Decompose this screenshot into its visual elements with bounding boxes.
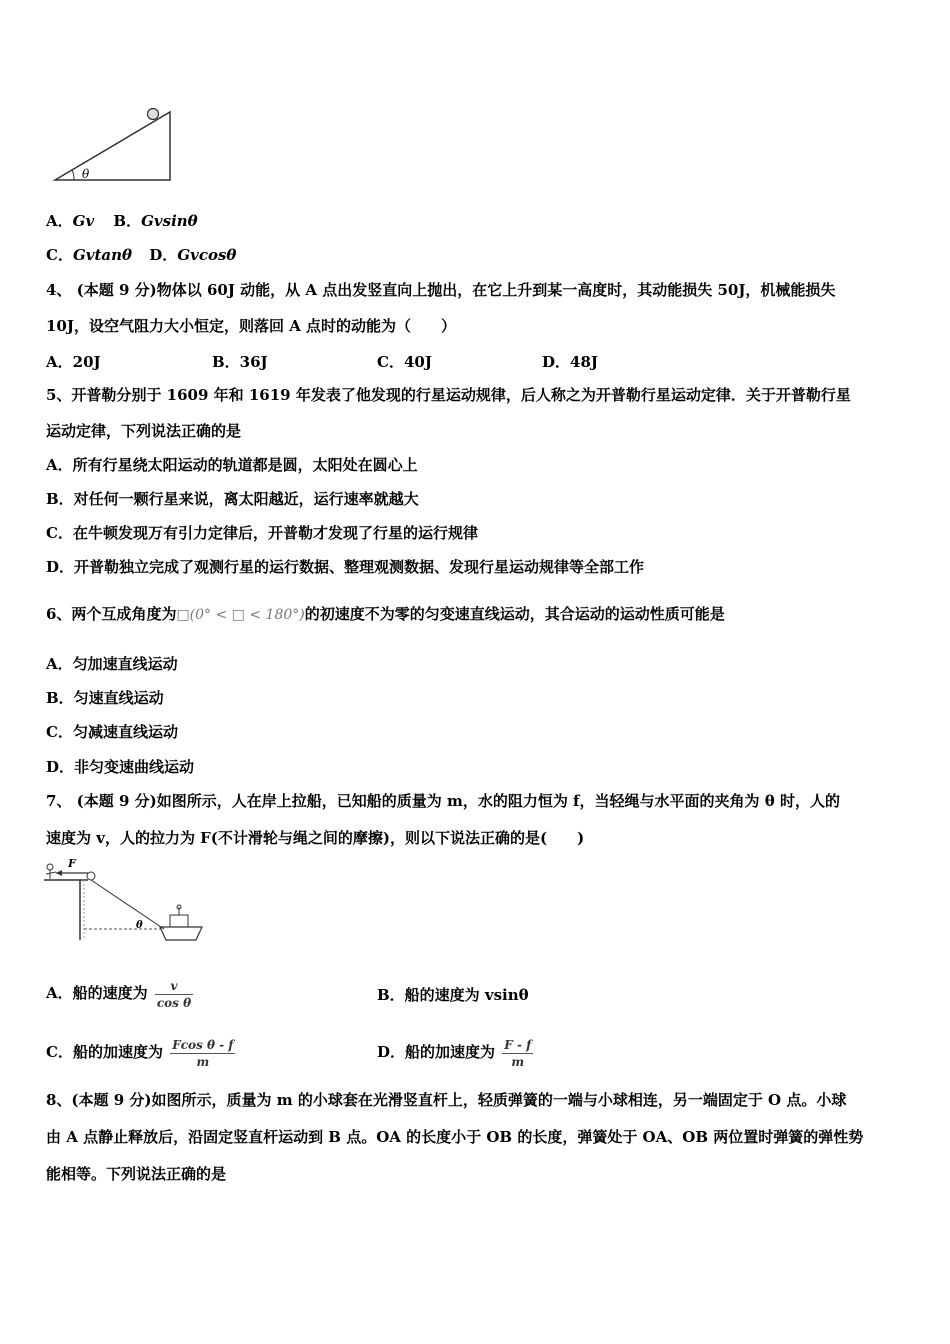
q4-option-c: C．40J bbox=[377, 353, 432, 371]
rope bbox=[91, 880, 164, 929]
q6-option-a: A．匀加速直线运动 bbox=[46, 655, 178, 673]
q4-option-b: B．36J bbox=[212, 353, 268, 371]
q7-option-a-fraction: $\frac{v}{\text{cos θ}}$ bbox=[156, 978, 192, 1010]
q5-option-c: C．在牛顿发现万有引力定律后，开普勒才发现了行星的运行规律 bbox=[46, 524, 478, 542]
q8-stem-line2: 由 A 点静止释放后，沿固定竖直杆运动到 B 点。OA 的长度小于 OB 的长度，弹簧处于 OA、OB 两位置时弹簧的弹性势 bbox=[46, 1128, 864, 1146]
angle-label: θ bbox=[136, 920, 143, 931]
q4-option-d: D．48J bbox=[542, 353, 598, 371]
q8-stem-line1: 8、(本题 9 分)如图所示，质量为 m 的小球套在光滑竖直杆上，轻质弹簧的一端与小球相连，另一端固定于 O 点。小球 bbox=[46, 1091, 847, 1109]
q5-stem-line1: 5、开普勒分别于 1609 年和 1619 年发表了他发现的行星运动规律，后人称之为开普勒行星运动定律．关于开普勒行星 bbox=[46, 386, 851, 404]
q7-option-c-fraction: $\frac{\text{Fcos θ - f}}{m}$ bbox=[172, 1037, 234, 1069]
q3-options-row1: A．Gv B．Gvsinθ bbox=[46, 212, 198, 230]
boat-hull bbox=[160, 927, 202, 940]
q7-stem-line2: 速度为 v，人的拉力为 F(不计滑轮与绳之间的摩擦)，则以下说法正确的是( ) bbox=[46, 829, 585, 847]
q4-stem-line2: 10J，设空气阻力大小恒定，则落回 A 点时的动能为（ ） bbox=[46, 317, 457, 335]
q5-option-b: B．对任何一颗行星来说，离太阳越近，运行速率就越大 bbox=[46, 490, 419, 508]
q8-stem-line3: 能相等。下列说法正确的是 bbox=[46, 1165, 227, 1183]
q4-stem-line1: 4、 (本题 9 分)物体以 60J 动能，从 A 点出发竖直向上抛出，在它上升到某一高度时，其动能损失 50J，机械能损失 bbox=[46, 281, 836, 299]
pulley bbox=[87, 872, 95, 880]
ball bbox=[148, 109, 159, 120]
incline-figure bbox=[50, 105, 180, 185]
q6-option-b: B．匀速直线运动 bbox=[46, 689, 164, 707]
q7-option-d-fraction: $\frac{F - f}{m}$ bbox=[504, 1037, 532, 1069]
q6-option-d: D．非匀变速曲线运动 bbox=[46, 758, 195, 776]
q4-option-a: A．20J bbox=[46, 353, 101, 371]
force-label: F bbox=[68, 857, 76, 870]
q6-stem: 6、两个互成角度为□(0° < □ < 180°)的初速度不为零的匀变速直线运动，其合运动的运动性质可能是 bbox=[46, 605, 725, 623]
boat-cabin bbox=[170, 915, 188, 927]
q7-stem-line1: 7、 (本题 9 分)如图所示，人在岸上拉船，已知船的质量为 m，水的阻力恒为 f，当轻绳与水平面的夹角为 θ 时，人的 bbox=[46, 792, 840, 810]
q7-option-a: A．船的速度为 $\frac{v}{\text{cos θ}}$ bbox=[46, 978, 192, 1010]
q7-option-b: B．船的速度为 vsinθ bbox=[377, 986, 529, 1004]
q5-option-d: D．开普勒独立完成了观测行星的运行数据、整理观测数据、发现行星运动规律等全部工作 bbox=[46, 558, 645, 576]
angle-arc bbox=[72, 170, 74, 180]
q7-option-d: D．船的加速度为 $\frac{F - f}{m}$ bbox=[377, 1037, 532, 1069]
q3-options-row2: C．Gvtanθ D．Gvcosθ bbox=[46, 246, 237, 264]
q6-option-c: C．匀减速直线运动 bbox=[46, 723, 178, 741]
incline-theta-label: θ bbox=[82, 167, 90, 181]
incline-triangle bbox=[55, 112, 170, 180]
q5-stem-line2: 运动定律，下列说法正确的是 bbox=[46, 422, 242, 440]
boat-pulling-figure bbox=[42, 855, 207, 945]
q6-angle-formula: □(0° < □ < 180°) bbox=[176, 607, 305, 623]
q7-option-c: C．船的加速度为 $\frac{\text{Fcos θ - f}}{m}$ bbox=[46, 1037, 234, 1069]
q5-option-a: A．所有行星绕太阳运动的轨道都是圆，太阳处在圆心上 bbox=[46, 456, 418, 474]
person-head bbox=[47, 864, 53, 870]
